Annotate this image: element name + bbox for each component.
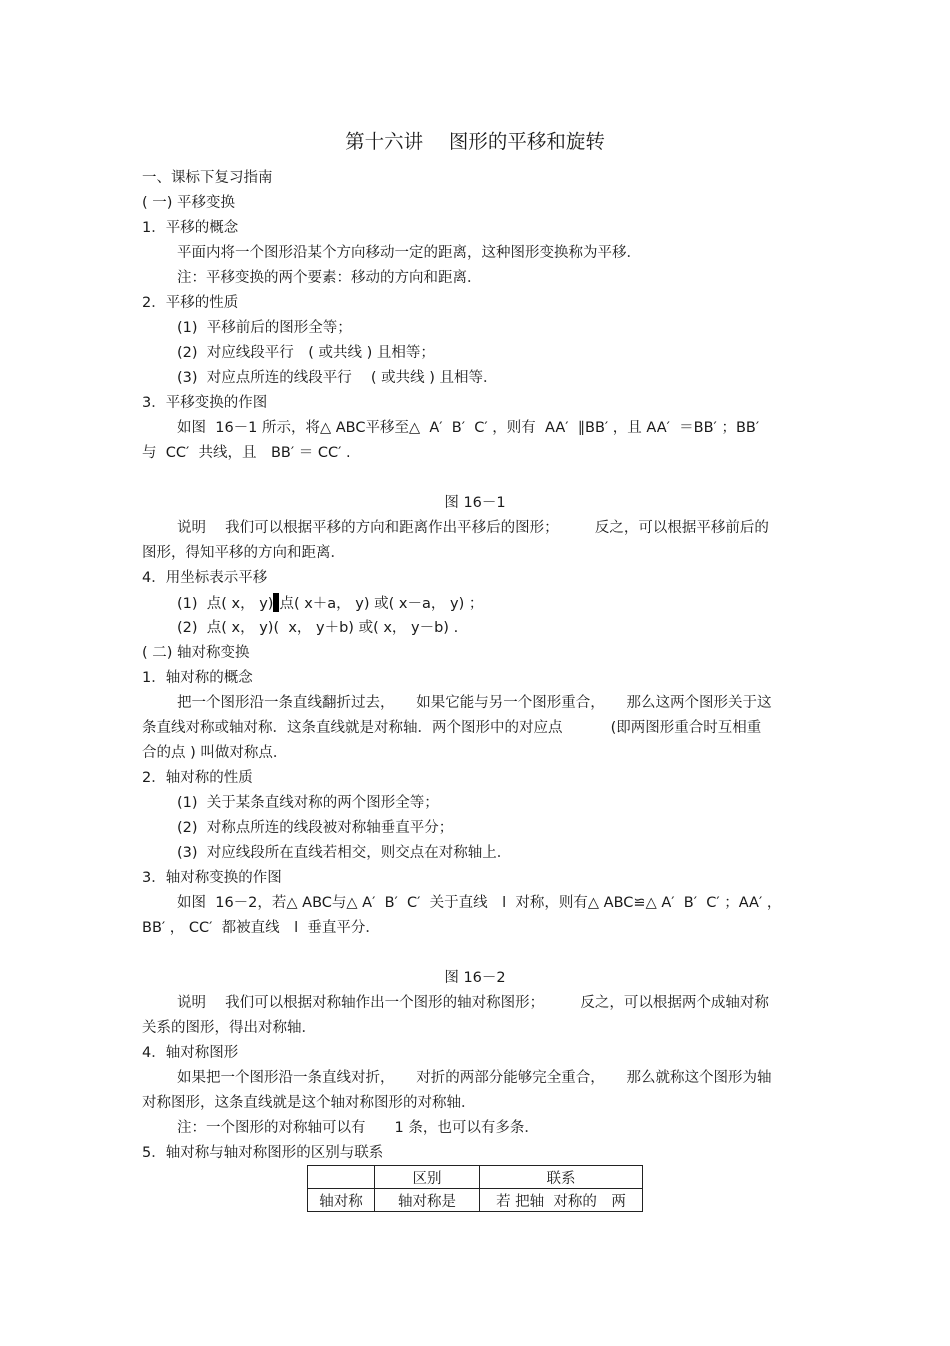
rule-right: 点( x＋a， y) 或( x－a， y) ； [279,596,484,612]
property-item: (2) 对称点所连的线段被对称轴垂直平分； [177,820,454,836]
property-item: (1) 关于某条直线对称的两个图形全等； [177,795,439,811]
property-item: (3) 对应线段所在直线若相交，则交点在对称轴上． [177,845,512,861]
note-line: 注：一个图形的对称轴可以有 1 条，也可以有多条． [177,1120,539,1136]
section-heading: 一、课标下复习指南 [142,170,273,186]
paragraph-line: 图形，得知平移的方向和距离． [142,545,345,561]
item-heading: 2．平移的性质 [142,295,239,311]
figure-caption: 图 16－1 [444,495,506,511]
item-heading: 2．轴对称的性质 [142,770,253,786]
table-header-cell: 联系 [480,1166,643,1189]
paragraph-line: 与 CC′ 共线，且 BB′ ＝ CC′ . [142,445,351,461]
table-cell: 轴对称 [308,1189,375,1212]
paragraph-line: 合的点 ) 叫做对称点． [142,745,288,761]
paragraph-line: 如图 16－2，若△ ABC与△ A′ B′ C′ 关于直线 l 对称，则有△ ABC≌△ A′ B′ C′ ；AA′ ， [177,895,782,911]
paragraph-line: 如果把一个图形沿一条直线对折， 对折的两部分能够完全重合， 那么就称这个图形为轴 [177,1070,772,1086]
table-cell: 若 把轴 对称的 两 [480,1189,643,1212]
item-heading: 4．轴对称图形 [142,1045,239,1061]
property-item: (2) 对应线段平行 ( 或共线 ) 且相等； [177,345,435,361]
figure-caption: 图 16－2 [444,970,506,986]
paragraph-line: BB′ ， CC′ 都被直线 l 垂直平分． [142,920,380,936]
paragraph-line: 说明 我们可以根据对称轴作出一个图形的轴对称图形； 反之，可以根据两个成轴对称 [177,995,769,1011]
paragraph-line: 说明 我们可以根据平移的方向和距离作出平移后的图形； 反之，可以根据平移前后的 [177,520,769,536]
item-heading: 3．轴对称变换的作图 [142,870,282,886]
property-item: (3) 对应点所连的线段平行 ( 或共线 ) 且相等． [177,370,498,386]
lecture-title: 第十六讲 图形的平移和旋转 [345,130,605,153]
property-item: (1) 平移前后的图形全等； [177,320,352,336]
paragraph-line: 把一个图形沿一条直线翻折过去， 如果它能与另一个图形重合， 那么这两个图形关于这 [177,695,772,711]
note-line: 注：平移变换的两个要素：移动的方向和距离． [177,270,482,286]
item-heading: 1．平移的概念 [142,220,239,236]
coordinate-rule [177,593,483,614]
coordinate-rule: (2) 点( x， y)( x， y＋b) 或( x， y－b) . [177,620,459,636]
paragraph-line: 关系的图形，得出对称轴． [142,1020,316,1036]
item-heading: 3．平移变换的作图 [142,395,268,411]
paragraph-line: 对称图形，这条直线就是这个轴对称图形的对称轴． [142,1095,476,1111]
table-row [308,1189,643,1212]
paragraph-line: 条直线对称或轴对称．这条直线就是对称轴．两个图形中的对应点 (即两图形重合时互相重 [142,720,762,736]
subsection-heading: ( 一) 平移变换 [142,195,236,211]
table-header-row [308,1166,643,1189]
comparison-table [307,1165,643,1212]
item-heading: 4．用坐标表示平移 [142,570,268,586]
rule-left: (1) 点( x， y) [177,596,274,612]
paragraph-line: 平面内将一个图形沿某个方向移动一定的距离，这种图形变换称为平移． [177,245,641,261]
item-heading: 1．轴对称的概念 [142,670,253,686]
subsection-heading: ( 二) 轴对称变换 [142,645,250,661]
table-header-cell: 区别 [375,1166,480,1189]
table-header-cell [308,1166,375,1189]
table-cell: 轴对称是 [375,1189,480,1212]
item-heading: 5．轴对称与轴对称图形的区别与联系 [142,1145,384,1161]
paragraph-line: 如图 16－1 所示，将△ ABC平移至△ A′ B′ C′ ，则有 AA′ ∥BB′ ，且 AA′ ＝BB′ ；BB′ [177,420,760,436]
